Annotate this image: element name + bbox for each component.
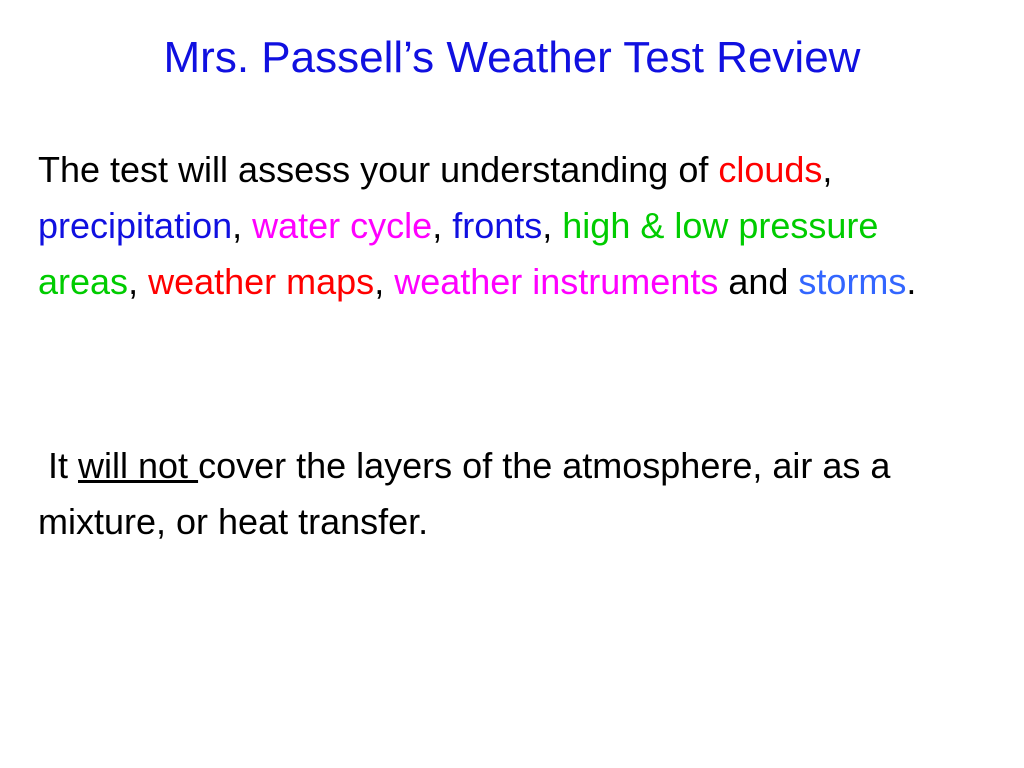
topic-separator: , (374, 261, 395, 302)
exclusions-lead: It (38, 445, 79, 486)
topic-separator: , (128, 261, 149, 302)
slide-title: Mrs. Passell’s Weather Test Review (163, 33, 861, 82)
topic-weather-instruments: weather instruments (394, 261, 719, 302)
topic-weather-maps: weather maps (148, 261, 375, 302)
exclusions-rest: cover the layers of the atmosphere, air as a mixture, or heat transfer. (38, 445, 891, 542)
topic-fronts: fronts (452, 205, 543, 246)
topic-separator: , (822, 149, 833, 190)
topic-storms: storms (798, 261, 907, 302)
topic-separator: and (718, 261, 799, 302)
topics-intro: The test will assess your understanding of (38, 149, 719, 190)
topic-precipitation: precipitation (38, 205, 233, 246)
topic-separator: , (432, 205, 453, 246)
topic-separator: , (232, 205, 253, 246)
topic-clouds: clouds (718, 149, 823, 190)
will-not-emphasis: will not (78, 445, 199, 486)
topic-water-cycle: water cycle (252, 205, 433, 246)
topic-terminator: . (906, 261, 917, 302)
topics-paragraph (38, 142, 978, 310)
exclusions-paragraph (38, 438, 978, 550)
topic-pressure-areas: high & low pressure areas (38, 205, 879, 302)
topic-separator: , (542, 205, 563, 246)
